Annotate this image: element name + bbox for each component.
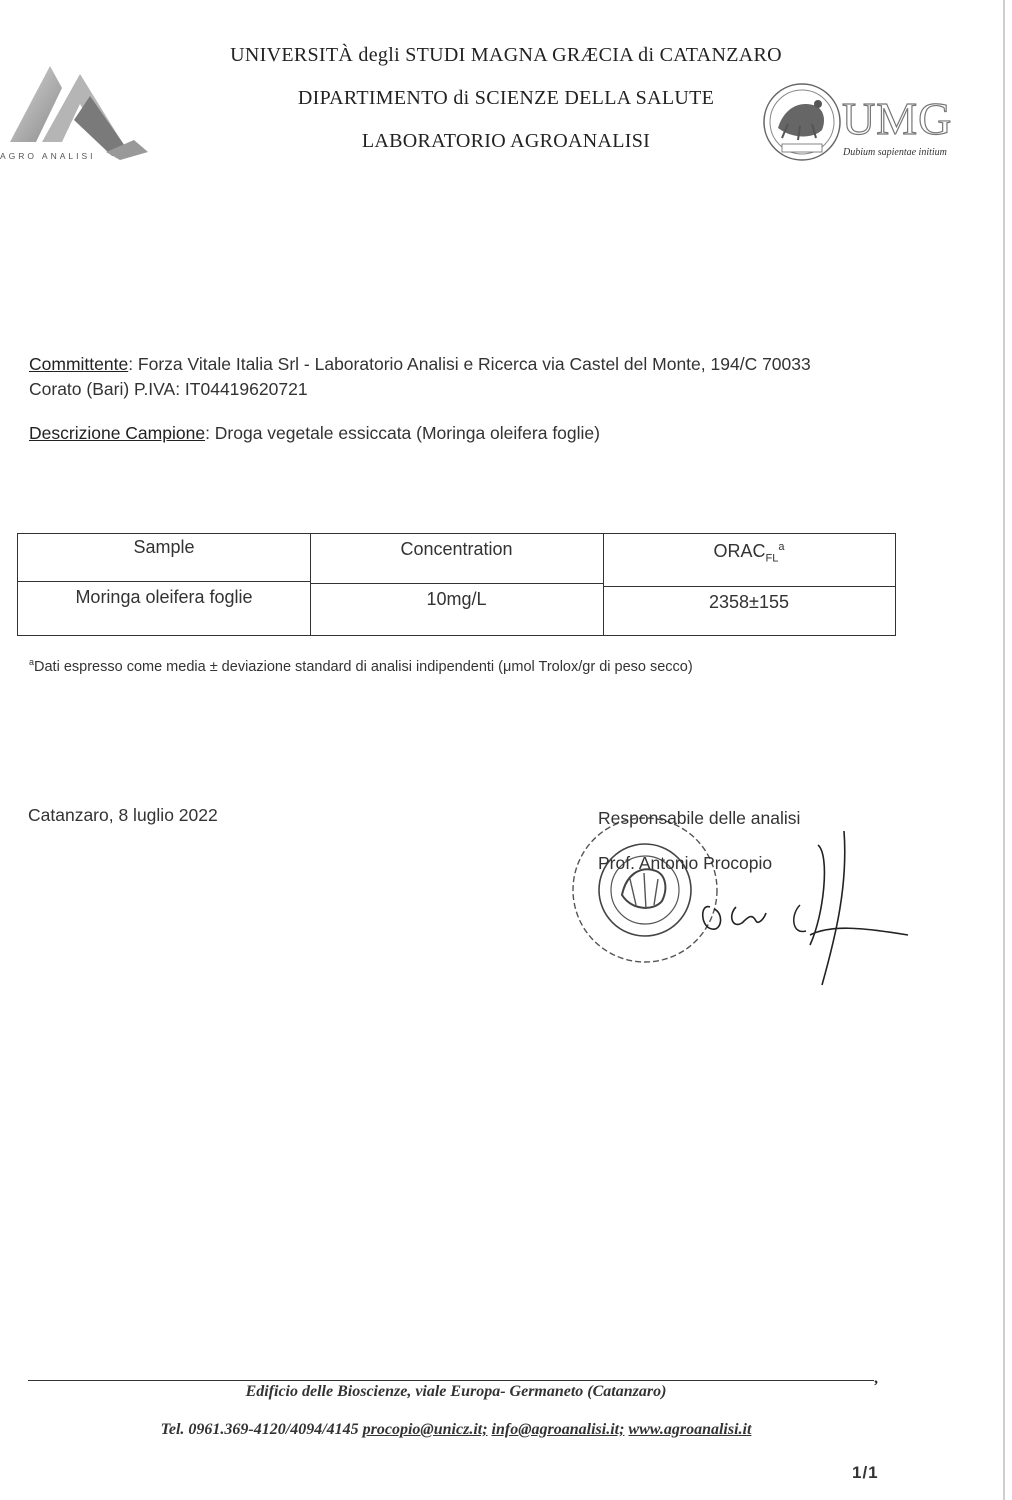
sample-description-label: Descrizione Campione [29, 423, 206, 443]
orac-sup: a [778, 541, 785, 553]
sample-description [29, 421, 600, 445]
row-concentration: 10mg/L [426, 589, 487, 609]
row-sample: Moringa oleifera foglie [75, 587, 253, 607]
laboratory-name: LABORATORIO AGROANALISI [361, 130, 651, 152]
footer-contacts [0, 1421, 912, 1439]
footer-tel: Tel. 0961.369-4120/4094/4145 [160, 1421, 359, 1438]
sample-description-value: : Droga vegetale essiccata (Moringa oleifera foglie) [205, 423, 600, 443]
page-number: 1/1 [852, 1463, 879, 1482]
client-line1 [29, 352, 811, 376]
orac-sub: FL [765, 552, 779, 565]
client-line2: Corato (Bari) P.IVA: IT04419620721 [29, 379, 308, 399]
footer-website[interactable]: www.agroanalisi.it [628, 1421, 752, 1438]
orac-main: ORAC [713, 541, 766, 561]
footer-email-procopio[interactable]: procopio@unicz.it; [362, 1421, 488, 1438]
client-label: Committente [29, 354, 129, 374]
signature-role: Responsabile delle analisi [598, 808, 801, 828]
row-orac: 2358±155 [709, 592, 789, 612]
client-value: : Forza Vitale Italia Srl - Laboratorio Analisi e Ricerca via Castel del Monte, 194/C 70033 [128, 354, 811, 374]
header-concentration: Concentration [400, 539, 513, 559]
signature-name: Prof. Antonio Procopio [598, 853, 773, 873]
agroanalisi-logo-text: AGRO ANALISI [0, 151, 96, 161]
university-name: UNIVERSITÀ degli STUDI MAGNA GRÆCIA di CATANZARO [230, 44, 782, 66]
footnote-marker: a [29, 657, 35, 667]
department-name: DIPARTIMENTO di SCIENZE DELLA SALUTE [297, 87, 715, 109]
header-sample: Sample [133, 537, 195, 557]
results-table [17, 533, 896, 636]
scan-edge [1003, 0, 1005, 1500]
place-date: Catanzaro, 8 luglio 2022 [28, 805, 218, 825]
umg-logo-text: UMG [842, 93, 953, 144]
footer-divider [28, 1380, 874, 1381]
footer-email-info[interactable]: info@agroanalisi.it; [491, 1421, 625, 1438]
umg-motto: Dubium sapientae initium [843, 147, 947, 158]
footer-address: Edificio delle Bioscienze, viale Europa- Germaneto (Catanzaro) [245, 1383, 667, 1400]
header-orac [603, 541, 895, 565]
footnote [29, 657, 693, 675]
footnote-text: Dati espresso come media ± deviazione standard di analisi indipendenti (μmol Trolox/gr di peso secco) [34, 658, 693, 675]
